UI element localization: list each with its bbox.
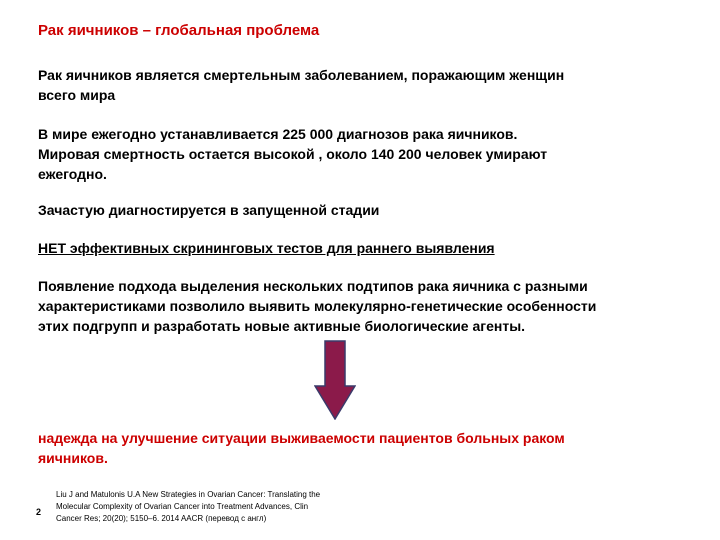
hope-line: яичников. xyxy=(38,450,108,466)
paragraph-line: НЕТ эффективных скрининговых тестов для раннего выявления xyxy=(38,240,495,256)
hope-conclusion xyxy=(38,428,698,468)
paragraph-subtypes-approach xyxy=(38,276,698,336)
paragraph-incidence-mortality xyxy=(38,124,698,184)
reference-citation xyxy=(56,489,320,525)
paragraph-line: Зачастую диагностируется в запущенной стадии xyxy=(38,202,380,218)
paragraph-line: этих подгрупп и разработать новые активные биологические агенты. xyxy=(38,318,526,334)
reference-line: Liu J and Matulonis U.A New Strategies in Ovarian Cancer: Translating the xyxy=(56,490,321,499)
paragraph-line: Мировая смертность остается высокой , около 140 200 человек умирают xyxy=(38,146,548,162)
paragraph-line: всего мира xyxy=(38,87,116,103)
slide-number: 2 xyxy=(36,507,42,517)
paragraph-line: Рак яичников является смертельным заболеванием, поражающим женщин xyxy=(38,67,565,83)
paragraph-line: Появление подхода выделения нескольких подтипов рака яичника с разными xyxy=(38,278,588,294)
paragraph-late-diagnosis xyxy=(38,200,698,220)
paragraph-line: ежегодно. xyxy=(38,166,107,182)
slide-title: Рак яичников – глобальная проблема xyxy=(38,22,320,39)
arrow-down-icon xyxy=(314,340,356,420)
paragraph-ovarian-cancer-deadly xyxy=(38,65,698,105)
reference-line: Molecular Complexity of Ovarian Cancer into Treatment Advances, Clin xyxy=(56,502,309,511)
reference-line: Cancer Res; 20(20); 5150–6. 2014 AACR (перевод с англ) xyxy=(56,514,267,523)
paragraph-line: характеристиками позволило выявить молекулярно-генетические особенности xyxy=(38,298,597,314)
paragraph-no-screening xyxy=(38,238,698,258)
paragraph-line: В мире ежегодно устанавливается 225 000 диагнозов рака яичников. xyxy=(38,126,518,142)
hope-line: надежда на улучшение ситуации выживаемости пациентов больных раком xyxy=(38,430,565,446)
